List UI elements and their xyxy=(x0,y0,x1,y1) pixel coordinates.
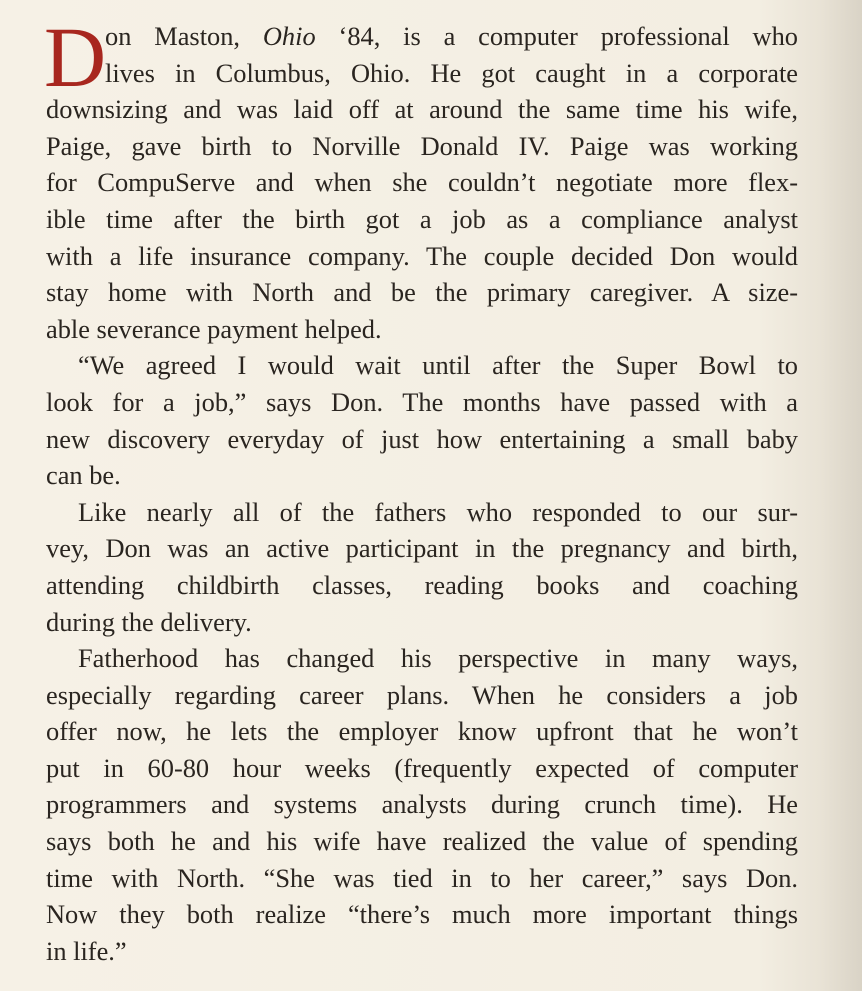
text-line: in life.” xyxy=(46,935,127,966)
text-line: lives in Columbus, Ohio. He got caught in a corporate xyxy=(105,57,798,88)
text-line: with a life insurance company. The couple decided Don would xyxy=(46,240,798,271)
text-line: able severance payment helped. xyxy=(46,313,382,344)
text-line: says both he and his wife have realized the value of spending xyxy=(46,826,798,857)
text-line: programmers and systems analysts during crunch time). He xyxy=(46,789,798,820)
text-line: Like nearly all of the fathers who responded to our sur- xyxy=(78,496,798,527)
text-line: especially regarding career plans. When he considers a job xyxy=(46,679,798,710)
text-line: stay home with North and be the primary caregiver. A size- xyxy=(46,277,798,308)
text-line: for CompuServe and when she couldn’t negotiate more flex- xyxy=(46,167,798,198)
drop-cap: D xyxy=(44,9,107,105)
text-line: put in 60-80 hour weeks (frequently expected of computer xyxy=(46,752,798,783)
text-line: Paige, gave birth to Norville Donald IV. Paige was working xyxy=(46,130,798,161)
text-line: new discovery everyday of just how entertaining a small baby xyxy=(46,423,798,454)
paragraph xyxy=(46,494,798,640)
paragraph xyxy=(44,9,798,347)
text-line: offer now, he lets the employer know upfront that he won’t xyxy=(46,716,798,747)
text-line: downsizing and was laid off at around the same time his wife, xyxy=(46,94,798,125)
emphasis: Ohio xyxy=(262,21,316,51)
text-line: “We agreed I would wait until after the Super Bowl to xyxy=(78,350,798,381)
text-line: Now they both realize “there’s much more important things xyxy=(46,899,798,930)
text-line: on Maston, Ohio ‘84, is a computer professional who xyxy=(105,21,798,51)
text-line: time with North. “She was tied in to her career,” says Don. xyxy=(46,862,798,893)
text-line: can be. xyxy=(46,460,121,491)
article-body xyxy=(44,9,798,969)
text-line: during the delivery. xyxy=(46,606,252,637)
text-line: Fatherhood has changed his perspective in many ways, xyxy=(78,643,798,674)
text-line: look for a job,” says Don. The months have passed with a xyxy=(46,386,798,417)
text-line: vey, Don was an active participant in the pregnancy and birth, xyxy=(46,533,798,564)
paragraph xyxy=(46,347,798,493)
paragraph xyxy=(46,640,798,969)
text-line: attending childbirth classes, reading books and coaching xyxy=(46,569,798,600)
text-line: ible time after the birth got a job as a compliance analyst xyxy=(46,203,798,234)
